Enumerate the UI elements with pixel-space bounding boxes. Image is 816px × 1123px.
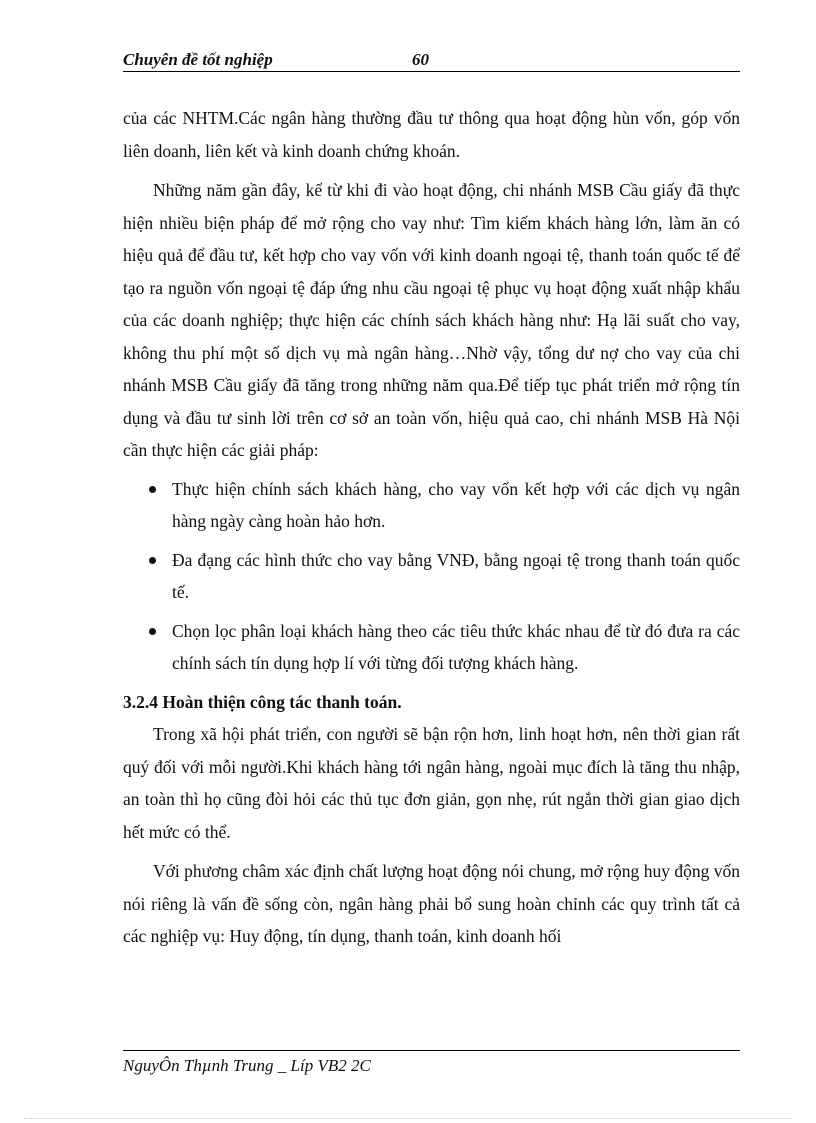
bullet-item	[123, 473, 740, 538]
bullet-text: Thực hiện chính sách khách hàng, cho vay vốn kết hợp với các dịch vụ ngân hàng ngày càng hoàn hảo hơn.	[172, 478, 740, 531]
page-boundary-divider	[24, 1118, 792, 1119]
paragraph-4: Với phương châm xác định chất lượng hoạt động nói chung, mở rộng huy động vốn nói riêng là vấn đề sống còn, ngân hàng phải bổ sung hoàn chỉnh các quy trình tất cả các nghiệp vụ: Huy động, tín dụng, thanh toán, kinh doanh hối	[123, 861, 740, 946]
paragraph-2: Những năm gần đây, kể từ khi đi vào hoạt động, chi nhánh MSB Cầu giấy đã thực hiện nhiều biện pháp để mở rộng cho vay như: Tìm kiếm khách hàng lớn, làm ăn có hiệu quả để đầu tư, kết hợp cho vay vốn với kinh doanh ngoại tệ, thanh toán quốc tế để tạo ra nguồn vốn ngoại tệ đáp ứng nhu cầu ngoại tệ phục vụ hoạt động xuất nhập khẩu của các doanh nghiệp; thực hiện các chính sách khách hàng như: Hạ lãi suất cho vay, không thu phí một số dịch vụ mà ngân hàng…Nhờ vậy, tổng dư nợ cho vay của chi nhánh MSB Cầu giấy đã tăng trong những năm qua.Để tiếp tục phát triển mở rộng tín dụng và đầu tư sinh lời trên cơ sở an toàn vốn, hiệu quả cao, chi nhánh MSB Hà Nội cần thực hiện các giải pháp:	[123, 180, 740, 460]
bullet-dot-icon	[149, 486, 156, 493]
page-number: 60	[412, 50, 429, 69]
page-body	[123, 102, 740, 953]
page-footer	[123, 1050, 740, 1076]
bullet-list	[123, 473, 740, 680]
bullet-item	[123, 615, 740, 680]
bullet-dot-icon	[149, 628, 156, 635]
page-header	[123, 49, 740, 72]
paragraph-3: Trong xã hội phát triển, con người sẽ bận rộn hơn, linh hoạt hơn, nên thời gian rất quý đối với mỗi người.Khi khách hàng tới ngân hàng, ngoài mục đích là tăng thu nhập, an toàn thì họ cũng đòi hỏi các thủ tục đơn giản, gọn nhẹ, rút ngắn thời gian giao dịch hết mức có thể.	[123, 724, 740, 842]
footer-author: NguyÔn Thµnh Trung _ Líp VB2 2C	[123, 1056, 371, 1075]
header-title: Chuyên đề tốt nghiệp	[123, 50, 273, 69]
paragraph-1: của các NHTM.Các ngân hàng thường đầu tư thông qua hoạt động hùn vốn, góp vốn liên doanh, liên kết và kinh doanh chứng khoán.	[123, 108, 740, 161]
bullet-text: Đa đạng các hình thức cho vay bằng VNĐ, bằng ngoại tệ trong thanh toán quốc tế.	[172, 549, 740, 602]
section-heading: 3.2.4 Hoàn thiện công tác thanh toán.	[123, 691, 402, 712]
bullet-item	[123, 544, 740, 609]
bullet-dot-icon	[149, 557, 156, 564]
bullet-text: Chọn lọc phân loại khách hàng theo các tiêu thức khác nhau để từ đó đưa ra các chính sách tín dụng hợp lí với từng đối tượng khách hàng.	[172, 620, 740, 673]
